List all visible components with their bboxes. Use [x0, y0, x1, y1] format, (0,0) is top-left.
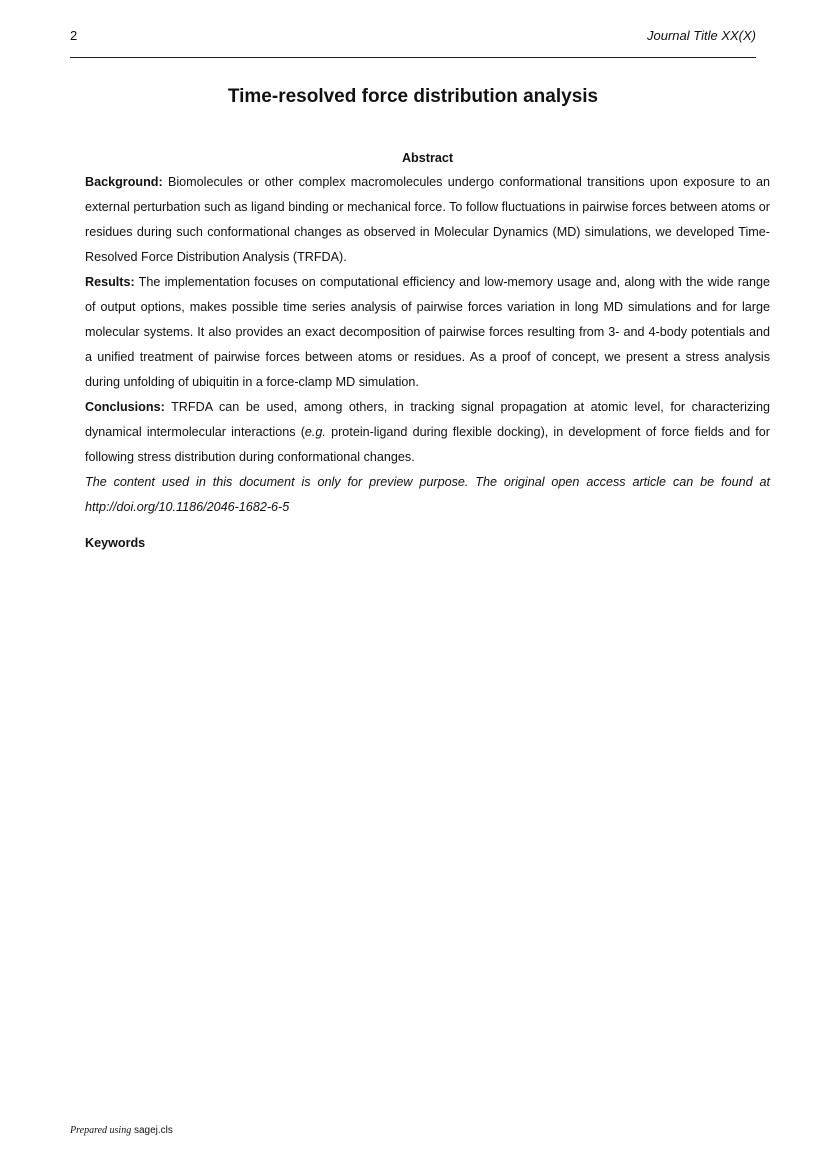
abstract-section [85, 150, 770, 520]
keywords-heading: Keywords [85, 536, 146, 550]
abstract-heading: Abstract [401, 151, 454, 165]
class-file-text: sagej.cls [133, 1125, 173, 1136]
abstract-conclusions [85, 395, 770, 470]
preview-note: The content used in this document is only for preview purpose. The original open access article can be found at http://doi.org/10.1186/2046-1682-6-5 [85, 475, 770, 514]
background-label: Background: [85, 175, 163, 189]
abstract-background [85, 170, 770, 270]
conclusions-emphasis: e.g. [304, 425, 326, 439]
conclusions-label: Conclusions: [85, 400, 165, 414]
header-rule [70, 57, 756, 58]
results-label: Results: [85, 275, 135, 289]
background-text: Biomolecules or other complex macromolecules undergo conformational transitions upon exposure to an external perturbation such as ligand binding or mechanical force. To follow fluctuations in pairwise forces between atoms or residues during such conformational changes as observed in Molecular Dynamics (MD) simulations, we developed Time-Resolved Force Distribution Analysis (TRFDA). [85, 175, 770, 264]
paper-title: Time-resolved force distribution analysis [227, 86, 599, 107]
page-number: 2 [70, 28, 78, 43]
prepared-using-text: Prepared using [70, 1125, 132, 1136]
journal-title: Journal Title XX(X) [647, 28, 756, 43]
conclusions-text-after: protein-ligand during flexible docking), in development of force fields and for following stress distribution during conformational changes. [85, 425, 771, 464]
abstract-results [85, 270, 770, 395]
conclusions-text-before: TRFDA can be used, among others, in tracking signal propagation at atomic level, for characterizing dynamical intermolecular interactions ( [85, 400, 770, 439]
results-text: The implementation focuses on computational efficiency and low-memory usage and, along with the wide range of output options, makes possible time series analysis of pairwise forces variation in long MD simulations and for large molecular systems. It also provides an exact decomposition of pairwise forces resulting from 3- and 4-body potentials and a unified treatment of pairwise forces between atoms or residues. As a proof of concept, we present a stress analysis during unfolding of ubiquitin in a force-clamp MD simulation. [85, 275, 770, 389]
footer-note [70, 1125, 173, 1136]
